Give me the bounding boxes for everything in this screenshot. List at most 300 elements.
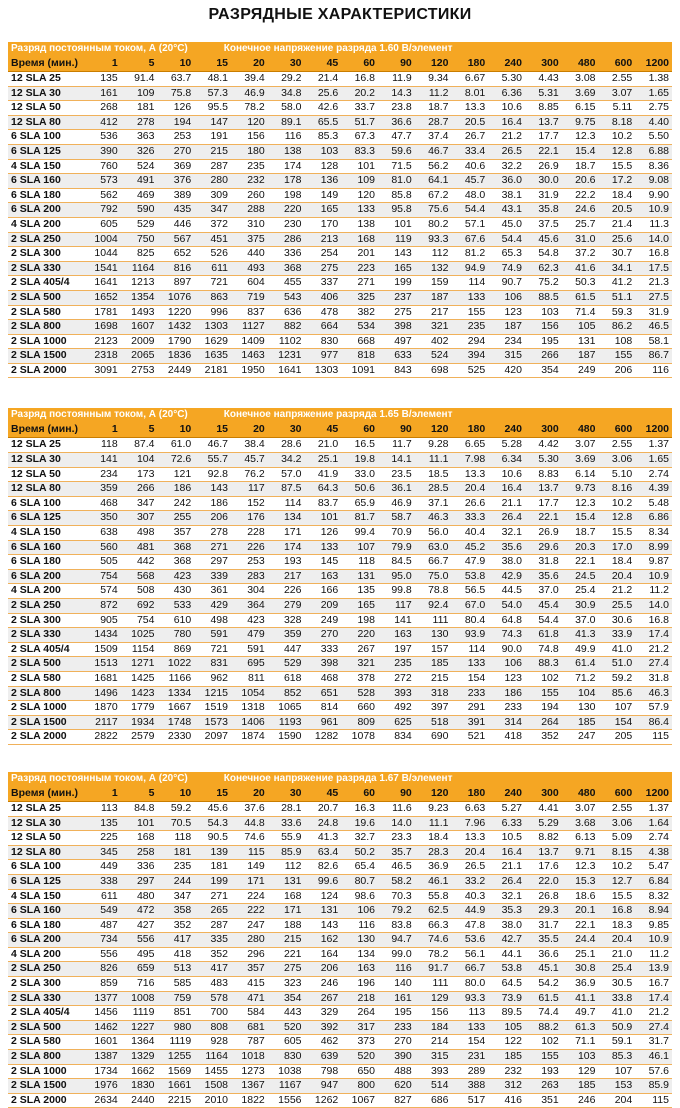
current-value-cell: 3091 [84, 363, 121, 378]
header-minutes-cell: 1 [84, 422, 121, 438]
current-value-cell: 218 [341, 991, 378, 1006]
current-value-cell: 44.5 [488, 584, 525, 599]
current-value-cell: 91.7 [415, 962, 452, 977]
battery-model-cell: 12 SLA 50 [8, 467, 84, 482]
header-minutes-cell: 240 [488, 56, 525, 72]
table-row [8, 569, 672, 584]
current-value-cell: 1102 [268, 334, 305, 349]
current-value-cell: 524 [415, 349, 452, 364]
current-value-cell: 199 [378, 276, 415, 291]
current-value-cell: 5.10 [599, 467, 636, 482]
current-value-cell: 174 [268, 540, 305, 555]
current-value-cell: 99.0 [378, 947, 415, 962]
current-value-cell: 235 [231, 159, 268, 174]
current-value-cell: 3.69 [562, 453, 599, 468]
current-value-cell: 165 [341, 599, 378, 614]
current-value-cell: 317 [341, 1020, 378, 1035]
header-minutes-cell: 480 [562, 786, 599, 802]
current-value-cell: 35.3 [488, 904, 525, 919]
current-value-cell: 90.7 [488, 276, 525, 291]
current-value-cell: 75.2 [525, 276, 562, 291]
current-value-cell: 25.4 [599, 962, 636, 977]
current-value-cell: 70.9 [378, 526, 415, 541]
current-value-cell: 314 [488, 715, 525, 730]
current-value-cell: 556 [84, 947, 121, 962]
battery-model-cell: 6 SLA 200 [8, 203, 84, 218]
current-value-cell: 217 [415, 305, 452, 320]
current-value-cell: 556 [121, 933, 158, 948]
current-value-cell: 1213 [121, 276, 158, 291]
current-value-cell: 129 [415, 991, 452, 1006]
current-value-cell: 55.7 [194, 453, 231, 468]
current-value-cell: 11.9 [378, 72, 415, 87]
battery-model-cell: 4 SLA 200 [8, 584, 84, 599]
current-value-cell: 267 [341, 642, 378, 657]
current-value-cell: 124 [305, 889, 342, 904]
current-value-cell: 226 [268, 584, 305, 599]
current-value-cell: 11.2 [635, 584, 672, 599]
current-value-cell: 480 [121, 889, 158, 904]
current-value-cell: 23.3 [378, 831, 415, 846]
current-value-cell: 50.9 [599, 1020, 636, 1035]
current-value-cell: 88.2 [525, 1020, 562, 1035]
current-value-cell: 1303 [305, 363, 342, 378]
current-value-cell: 6.65 [452, 438, 489, 453]
current-value-cell: 17.4 [635, 991, 672, 1006]
current-value-cell: 440 [231, 247, 268, 262]
table-row [8, 174, 672, 189]
battery-model-cell: 4 SLA 200 [8, 947, 84, 962]
current-value-cell: 4.40 [635, 115, 672, 130]
current-value-cell: 825 [121, 247, 158, 262]
current-value-cell: 235 [378, 657, 415, 672]
current-value-cell: 417 [158, 933, 195, 948]
current-value-cell: 46.9 [378, 496, 415, 511]
current-value-cell: 2.55 [599, 72, 636, 87]
current-value-cell: 633 [378, 349, 415, 364]
current-value-cell: 843 [378, 363, 415, 378]
current-value-cell: 247 [231, 918, 268, 933]
current-value-cell: 14.1 [378, 453, 415, 468]
current-value-cell: 1215 [194, 686, 231, 701]
current-value-cell: 8.16 [599, 482, 636, 497]
current-value-cell: 275 [268, 962, 305, 977]
current-value-cell: 37.5 [525, 217, 562, 232]
current-value-cell: 101 [341, 159, 378, 174]
current-value-cell: 121 [158, 467, 195, 482]
current-value-cell: 14.0 [378, 816, 415, 831]
current-value-cell: 26.8 [525, 889, 562, 904]
current-value-cell: 147 [194, 115, 231, 130]
current-value-cell: 1870 [84, 701, 121, 716]
current-value-cell: 42.9 [488, 569, 525, 584]
current-value-cell: 258 [121, 845, 158, 860]
header-time-label: Время (мин.) [8, 422, 84, 438]
current-value-cell: 8.94 [635, 904, 672, 919]
current-value-cell: 45.2 [452, 540, 489, 555]
current-value-cell: 162 [305, 933, 342, 948]
current-value-cell: 71.2 [562, 671, 599, 686]
current-value-cell: 171 [268, 904, 305, 919]
current-value-cell: 265 [194, 904, 231, 919]
current-value-cell: 164 [305, 947, 342, 962]
battery-model-cell: 2 SLA 300 [8, 247, 84, 262]
current-value-cell: 113 [84, 801, 121, 816]
current-value-cell: 51.0 [599, 657, 636, 672]
current-value-cell: 2065 [121, 349, 158, 364]
table-row [8, 1035, 672, 1050]
current-value-cell: 16.4 [488, 115, 525, 130]
current-value-cell: 184 [415, 1020, 452, 1035]
current-value-cell: 636 [268, 305, 305, 320]
current-value-cell: 2449 [158, 363, 195, 378]
battery-model-cell: 2 SLA 500 [8, 290, 84, 305]
current-value-cell: 471 [231, 991, 268, 1006]
current-value-cell: 64.8 [488, 613, 525, 628]
current-value-cell: 326 [121, 144, 158, 159]
current-value-cell: 163 [378, 628, 415, 643]
current-value-cell: 9.85 [635, 918, 672, 933]
current-value-cell: 34.8 [268, 86, 305, 101]
current-value-cell: 19.6 [341, 816, 378, 831]
current-value-cell: 63.0 [415, 540, 452, 555]
current-value-cell: 186 [194, 496, 231, 511]
current-value-cell: 754 [84, 569, 121, 584]
current-value-cell: 106 [488, 657, 525, 672]
current-value-cell: 469 [121, 188, 158, 203]
current-value-cell: 25.1 [562, 947, 599, 962]
current-value-cell: 962 [194, 671, 231, 686]
current-value-cell: 95.8 [378, 203, 415, 218]
current-value-cell: 30.0 [525, 174, 562, 189]
battery-model-cell: 2 SLA 300 [8, 977, 84, 992]
current-value-cell: 165 [378, 261, 415, 276]
current-value-cell: 359 [84, 482, 121, 497]
current-value-cell: 4.43 [525, 72, 562, 87]
current-value-cell: 1874 [231, 730, 268, 745]
header-minutes-cell: 15 [194, 786, 231, 802]
current-value-cell: 605 [268, 1035, 305, 1050]
battery-model-cell: 6 SLA 100 [8, 496, 84, 511]
current-value-cell: 37.0 [562, 613, 599, 628]
current-value-cell: 312 [488, 1079, 525, 1094]
current-value-cell: 20.5 [452, 115, 489, 130]
current-value-cell: 120 [231, 115, 268, 130]
current-value-cell: 56.2 [415, 159, 452, 174]
current-value-cell: 5.47 [635, 860, 672, 875]
current-value-cell: 525 [452, 363, 489, 378]
header-minutes-cell: 30 [268, 422, 305, 438]
battery-model-cell: 2 SLA 800 [8, 686, 84, 701]
header-minutes-cell: 5 [121, 422, 158, 438]
current-value-cell: 1641 [268, 363, 305, 378]
current-value-cell: 1364 [121, 1035, 158, 1050]
current-value-cell: 111 [415, 977, 452, 992]
current-value-cell: 651 [305, 686, 342, 701]
current-value-cell: 58.0 [268, 101, 305, 116]
current-value-cell: 1164 [194, 1050, 231, 1065]
current-value-cell: 92.4 [415, 599, 452, 614]
table-caption [8, 42, 672, 56]
current-value-cell: 351 [525, 1093, 562, 1108]
current-value-cell: 79.2 [378, 904, 415, 919]
current-value-cell: 830 [268, 1050, 305, 1065]
current-value-cell: 133 [305, 540, 342, 555]
current-value-cell: 143 [305, 918, 342, 933]
header-minutes-cell: 600 [599, 422, 636, 438]
current-value-cell: 20.4 [599, 569, 636, 584]
current-value-cell: 154 [452, 671, 489, 686]
current-value-cell: 23.8 [378, 101, 415, 116]
table-row [8, 845, 672, 860]
current-value-cell: 17.7 [525, 496, 562, 511]
current-value-cell: 798 [305, 1064, 342, 1079]
table-row [8, 1020, 672, 1035]
current-value-cell: 11.2 [635, 947, 672, 962]
current-value-cell: 6.34 [488, 453, 525, 468]
current-value-cell: 359 [268, 628, 305, 643]
table-row [8, 482, 672, 497]
current-value-cell: 652 [158, 247, 195, 262]
current-value-cell: 120 [341, 188, 378, 203]
current-value-cell: 368 [158, 540, 195, 555]
current-value-cell: 759 [158, 991, 195, 1006]
current-value-cell: 1271 [121, 657, 158, 672]
current-value-cell: 859 [84, 977, 121, 992]
current-value-cell: 567 [158, 232, 195, 247]
current-value-cell: 135 [84, 72, 121, 87]
current-value-cell: 321 [341, 657, 378, 672]
current-value-cell: 20.4 [599, 933, 636, 948]
current-value-cell: 9.28 [415, 438, 452, 453]
current-value-cell: 185 [488, 1050, 525, 1065]
current-value-cell: 1164 [121, 261, 158, 276]
current-value-cell: 2215 [158, 1093, 195, 1108]
table-row [8, 540, 672, 555]
current-value-cell: 585 [158, 977, 195, 992]
current-value-cell: 58.1 [635, 334, 672, 349]
current-value-cell: 36.6 [378, 115, 415, 130]
current-value-cell: 816 [158, 261, 195, 276]
header-minutes-cell: 480 [562, 56, 599, 72]
current-value-cell: 161 [378, 991, 415, 1006]
current-value-cell: 154 [599, 715, 636, 730]
table-row [8, 962, 672, 977]
current-value-cell: 16.8 [341, 72, 378, 87]
current-value-cell: 62.5 [415, 904, 452, 919]
current-value-cell: 185 [415, 657, 452, 672]
current-value-cell: 117 [378, 599, 415, 614]
battery-model-cell: 2 SLA 2000 [8, 363, 84, 378]
current-value-cell: 105 [562, 320, 599, 335]
current-value-cell: 118 [341, 555, 378, 570]
battery-model-cell: 12 SLA 25 [8, 72, 84, 87]
current-value-cell: 173 [121, 467, 158, 482]
current-value-cell: 174 [268, 159, 305, 174]
table-header-row [8, 422, 672, 438]
current-value-cell: 1463 [231, 349, 268, 364]
current-value-cell: 3.69 [562, 86, 599, 101]
current-value-cell: 10.9 [635, 933, 672, 948]
current-value-cell: 1262 [305, 1093, 342, 1108]
current-value-cell: 141 [84, 453, 121, 468]
current-value-cell: 58.7 [378, 511, 415, 526]
current-value-cell: 468 [84, 496, 121, 511]
current-value-cell: 131 [268, 874, 305, 889]
current-value-cell: 40.6 [452, 159, 489, 174]
current-value-cell: 449 [84, 860, 121, 875]
current-value-cell: 289 [452, 1064, 489, 1079]
current-value-cell: 668 [341, 334, 378, 349]
caption-voltage-label: Конечное напряжение разряда 1.67 В/элемент [223, 772, 453, 784]
current-value-cell: 37.4 [415, 130, 452, 145]
table-row [8, 889, 672, 904]
current-value-cell: 686 [415, 1093, 452, 1108]
current-value-cell: 85.3 [305, 130, 342, 145]
current-value-cell: 66.3 [415, 918, 452, 933]
current-value-cell: 1022 [158, 657, 195, 672]
current-value-cell: 514 [415, 1079, 452, 1094]
current-value-cell: 524 [121, 159, 158, 174]
current-value-cell: 792 [84, 203, 121, 218]
current-value-cell: 107 [341, 540, 378, 555]
current-value-cell: 1569 [158, 1064, 195, 1079]
current-value-cell: 28.1 [268, 801, 305, 816]
current-value-cell: 830 [305, 334, 342, 349]
current-value-cell: 194 [158, 115, 195, 130]
current-value-cell: 562 [84, 188, 121, 203]
caption-voltage-label: Конечное напряжение разряда 1.65 В/элемент [223, 409, 453, 421]
current-value-cell: 54.4 [452, 203, 489, 218]
current-value-cell: 214 [415, 1035, 452, 1050]
current-value-cell: 529 [268, 657, 305, 672]
current-value-cell: 389 [158, 188, 195, 203]
current-value-cell: 429 [194, 599, 231, 614]
current-value-cell: 46.7 [194, 438, 231, 453]
current-value-cell: 230 [268, 217, 305, 232]
current-value-cell: 323 [268, 977, 305, 992]
current-value-cell: 491 [121, 174, 158, 189]
table-row [8, 363, 672, 378]
current-value-cell: 382 [341, 305, 378, 320]
header-minutes-cell: 600 [599, 786, 636, 802]
table-row [8, 628, 672, 643]
current-value-cell: 31.7 [635, 1035, 672, 1050]
current-value-cell: 133 [341, 203, 378, 218]
current-value-cell: 5.30 [488, 72, 525, 87]
header-minutes-cell: 1 [84, 786, 121, 802]
current-value-cell: 71.1 [562, 1035, 599, 1050]
current-value-cell: 11.1 [415, 816, 452, 831]
current-value-cell: 13.3 [452, 831, 489, 846]
current-value-cell: 375 [231, 232, 268, 247]
header-minutes-cell: 1200 [635, 56, 672, 72]
table-row [8, 555, 672, 570]
current-value-cell: 85.9 [635, 1079, 672, 1094]
current-value-cell: 66.7 [415, 555, 452, 570]
table-caption [8, 772, 672, 786]
table-row [8, 232, 672, 247]
current-value-cell: 22.1 [525, 511, 562, 526]
current-value-cell: 57.0 [268, 467, 305, 482]
current-value-cell: 180 [231, 144, 268, 159]
current-value-cell: 67.2 [415, 188, 452, 203]
current-value-cell: 1573 [194, 715, 231, 730]
battery-model-cell: 2 SLA 330 [8, 628, 84, 643]
current-value-cell: 92.8 [194, 467, 231, 482]
current-value-cell: 93.9 [452, 628, 489, 643]
current-value-cell: 20.3 [562, 540, 599, 555]
table-row [8, 438, 672, 453]
current-value-cell: 834 [378, 730, 415, 745]
current-value-cell: 195 [378, 1006, 415, 1021]
current-value-cell: 91.4 [121, 72, 158, 87]
current-value-cell: 185 [562, 715, 599, 730]
current-value-cell: 21.1 [488, 860, 525, 875]
current-value-cell: 25.6 [599, 232, 636, 247]
current-value-cell: 700 [194, 1006, 231, 1021]
header-minutes-cell: 180 [452, 422, 489, 438]
current-value-cell: 338 [84, 874, 121, 889]
current-value-cell: 191 [194, 130, 231, 145]
current-value-cell: 99.4 [341, 526, 378, 541]
current-value-cell: 153 [599, 1079, 636, 1094]
current-value-cell: 152 [231, 496, 268, 511]
current-value-cell: 25.5 [599, 599, 636, 614]
current-value-cell: 170 [305, 217, 342, 232]
current-value-cell: 128 [305, 159, 342, 174]
current-value-cell: 288 [231, 203, 268, 218]
current-value-cell: 1.65 [635, 86, 672, 101]
battery-model-cell: 2 SLA 500 [8, 657, 84, 672]
battery-model-cell: 2 SLA 580 [8, 305, 84, 320]
header-minutes-cell: 45 [305, 56, 342, 72]
battery-model-cell: 6 SLA 100 [8, 860, 84, 875]
current-value-cell: 74.6 [415, 933, 452, 948]
table-row [8, 349, 672, 364]
current-value-cell: 215 [415, 671, 452, 686]
current-value-cell: 513 [158, 962, 195, 977]
current-value-cell: 1607 [121, 320, 158, 335]
current-value-cell: 14.3 [378, 86, 415, 101]
current-value-cell: 56.5 [452, 584, 489, 599]
current-value-cell: 206 [305, 962, 342, 977]
current-value-cell: 6.36 [488, 86, 525, 101]
current-value-cell: 133 [452, 657, 489, 672]
current-value-cell: 698 [415, 363, 452, 378]
table-row [8, 188, 672, 203]
current-value-cell: 721 [194, 642, 231, 657]
current-value-cell: 6.84 [635, 874, 672, 889]
current-value-cell: 26.9 [525, 526, 562, 541]
current-value-cell: 1456 [84, 1006, 121, 1021]
current-value-cell: 1193 [268, 715, 305, 730]
current-value-cell: 72.6 [158, 453, 195, 468]
current-value-cell: 37.6 [231, 801, 268, 816]
current-value-cell: 130 [341, 933, 378, 948]
current-value-cell: 9.90 [635, 188, 672, 203]
current-value-cell: 61.5 [562, 290, 599, 305]
current-value-cell: 181 [158, 845, 195, 860]
current-value-cell: 25.1 [305, 453, 342, 468]
current-value-cell: 4.38 [635, 845, 672, 860]
current-value-cell: 21.0 [305, 438, 342, 453]
current-value-cell: 1318 [231, 701, 268, 716]
current-value-cell: 826 [84, 962, 121, 977]
current-value-cell: 10.2 [599, 130, 636, 145]
page-title: РАЗРЯДНЫЕ ХАРАКТЕРИСТИКИ [208, 6, 472, 23]
current-value-cell: 2634 [84, 1093, 121, 1108]
